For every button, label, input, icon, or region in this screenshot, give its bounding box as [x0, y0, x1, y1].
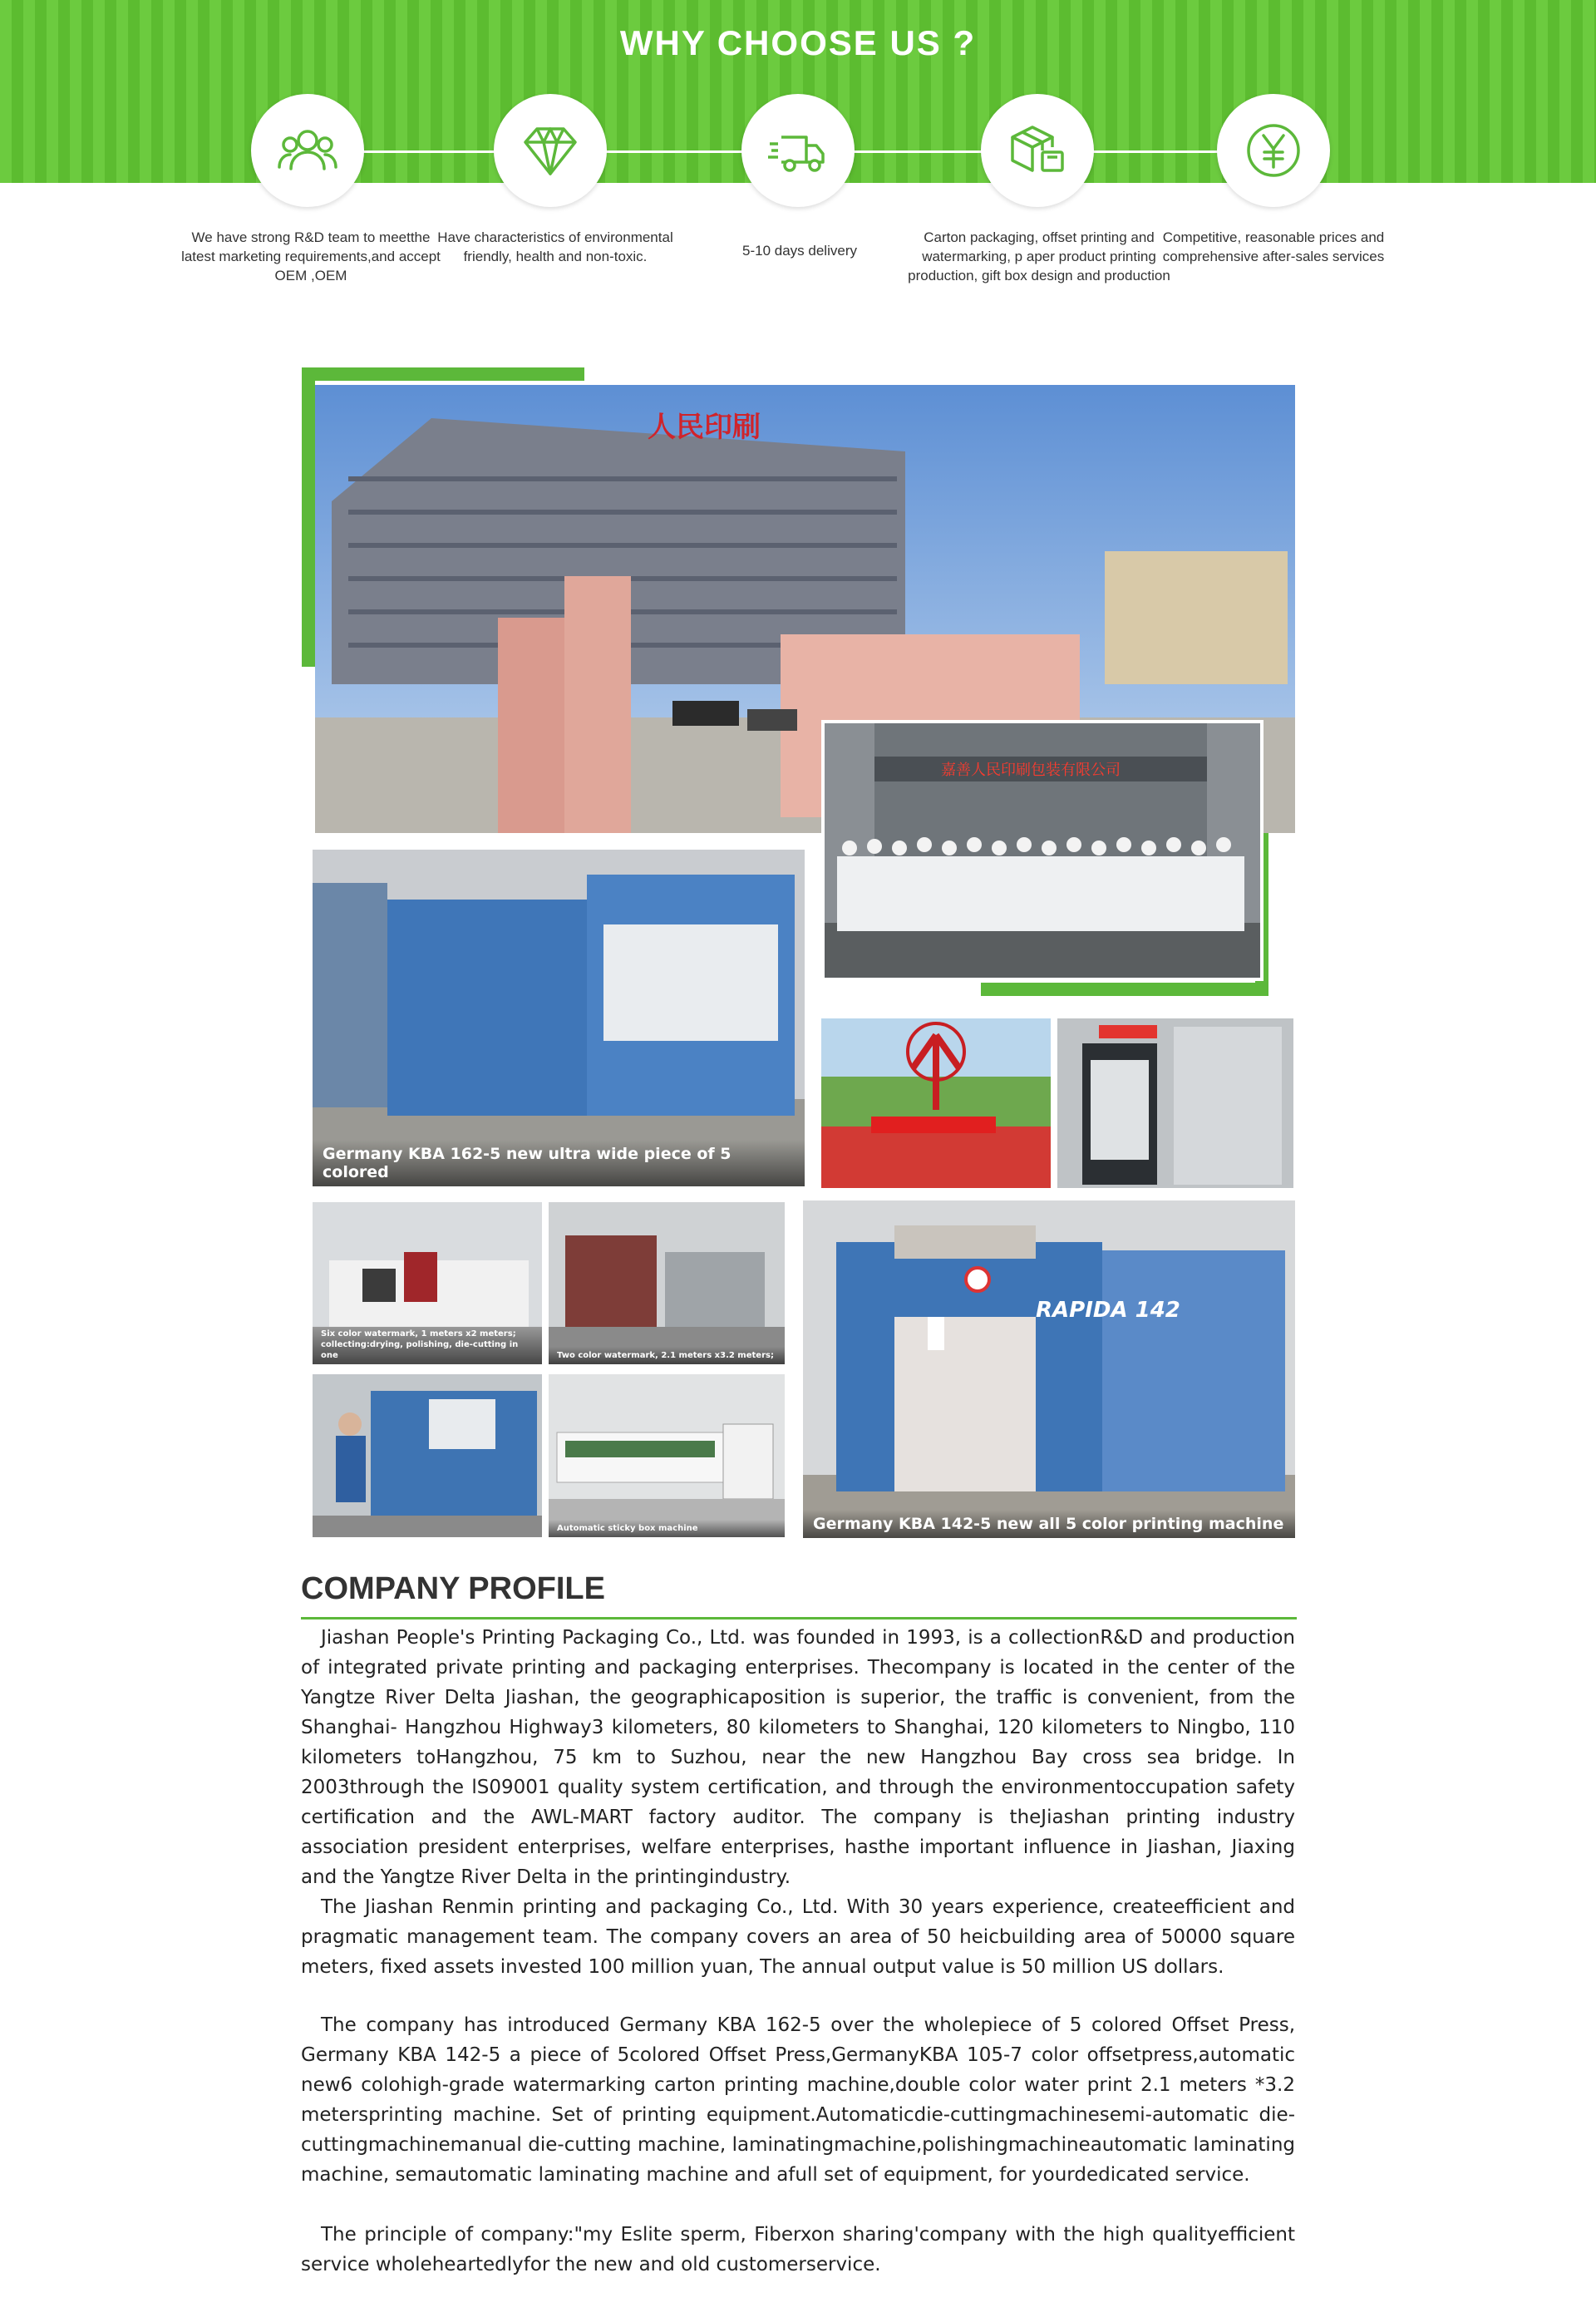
six-color-caption: Six color watermark, 1 meters x2 meters; collecting:drying, polishing, die-cutting in one: [313, 1325, 542, 1364]
green-frame-accent: [302, 367, 584, 381]
team-icon: [251, 94, 364, 207]
outdoor-group-photo: [821, 1018, 1051, 1188]
profile-paragraph-1: Jiashan People's Printing Packaging Co., Ltd. was founded in 1993, is a collectionR&D and production of integrated private printing and packaging enterprises. Thecompany is located in the center of the Yangtze River Delta Jiashan, the geographicaposition is superior, the traffic is convenient, from the Shanghai- Hangzhou Highway3 kilometers, 80 kilometers to Shanghai, 120 kilometers to Ningbo, 110 kilometers toHangzhou, 75 km to Suzhou, near the new Hangzhou Bay cross sea bridge. In 2003through the lS09001 quality system certification, and through the environmentoccupation safety certification and the AWL-MART factory auditor. The company is theJiashan printing industry association president enterprises, welfare enterprises, hasthe important influence in Jiashan, Jiaxing and the Yangtze River Delta in the printingindustry.: [301, 1627, 1295, 1888]
diamond-icon: [494, 94, 607, 207]
delivery-truck-icon: [741, 94, 855, 207]
profile-paragraph-2: The Jiashan Renmin printing and packaging Co., Ltd. With 30 years experience, createefficient and pragmatic management team. The company covers an area of 50 heicbuilding area of 50000 square meters, fixed assets invested 100 million yuan, The annual output value is 50 million US dollars.: [301, 1896, 1295, 1978]
sticky-box-caption: Automatic sticky box machine: [549, 1520, 785, 1537]
team-photo: [821, 720, 1264, 981]
company-profile-title: COMPANY PROFILE: [301, 1571, 605, 1606]
six-color-watermark-photo: [313, 1202, 542, 1364]
kba-162-caption: Germany KBA 162-5 new ultra wide piece of 5 colored: [313, 1140, 805, 1186]
packaging-box-icon: [981, 94, 1094, 207]
green-frame-accent: [302, 367, 315, 667]
two-color-caption: Two color watermark, 2.1 meters x3.2 meters;: [549, 1347, 785, 1364]
feature-text-packaging: Carton packaging, offset printing and watermarking, p aper product printing production, gift box design and production: [908, 229, 1170, 283]
kba-142-photo: [803, 1200, 1295, 1538]
yen-coin-icon: [1217, 94, 1330, 207]
kba-142-caption: Germany KBA 142-5 new all 5 color printing machine: [803, 1510, 1295, 1538]
feature-text-rd-team: We have strong R&D team to meetthe latest marketing requirements,and accept OEM ,OEM: [181, 229, 441, 283]
svg-text:RAPIDA 142: RAPIDA 142: [1036, 1298, 1180, 1323]
feature-text-eco-friendly: Have characteristics of environmental friendly, health and non-toxic.: [437, 229, 673, 264]
banner-title: WHY CHOOSE US ?: [619, 23, 977, 62]
feature-text-delivery: 5-10 days delivery: [742, 243, 857, 259]
two-color-watermark-photo: [549, 1202, 785, 1364]
sticky-box-machine-photo: [549, 1374, 785, 1537]
svg-text:嘉善人民印刷包装有限公司: 嘉善人民印刷包装有限公司: [941, 762, 1121, 779]
worker-machine-photo: [313, 1374, 542, 1537]
feature-text-prices: Competitive, reasonable prices and comprehensive after-sales services: [1162, 229, 1385, 264]
green-frame-accent: [981, 983, 1268, 996]
machine-interior-photo: [1057, 1018, 1293, 1188]
kba-162-photo: [313, 850, 805, 1186]
profile-paragraph-4: The principle of company:"my Eslite sperm, Fiberxon sharing'company with the high qualityefficient service wholeheartedlyfor the new and old customerservice.: [301, 2224, 1295, 2275]
profile-paragraph-3: The company has introduced Germany KBA 162-5 over the wholepiece of 5 colored Offset Press, Germany KBA 142-5 a piece of 5colored Offset Press,GermanyKBA 105-7 color offsetpress,automatic new6 colohigh-grade watermarking carton printing machine,double color water print 2.1 meters *3.2 metersprinting machine. Set of printing equipment.Automaticdie-cuttingmachinesemi-automatic die-cuttingmachinemanual die-cutting machine, laminatingmachine,polishingmachineautomatic laminating machine, semautomatic laminating machine and afull set of equipment, for yourdedicated service.: [301, 2014, 1295, 2186]
factory-sign-text: 人民印刷: [648, 411, 761, 444]
profile-title-underline: [301, 1617, 1297, 1619]
